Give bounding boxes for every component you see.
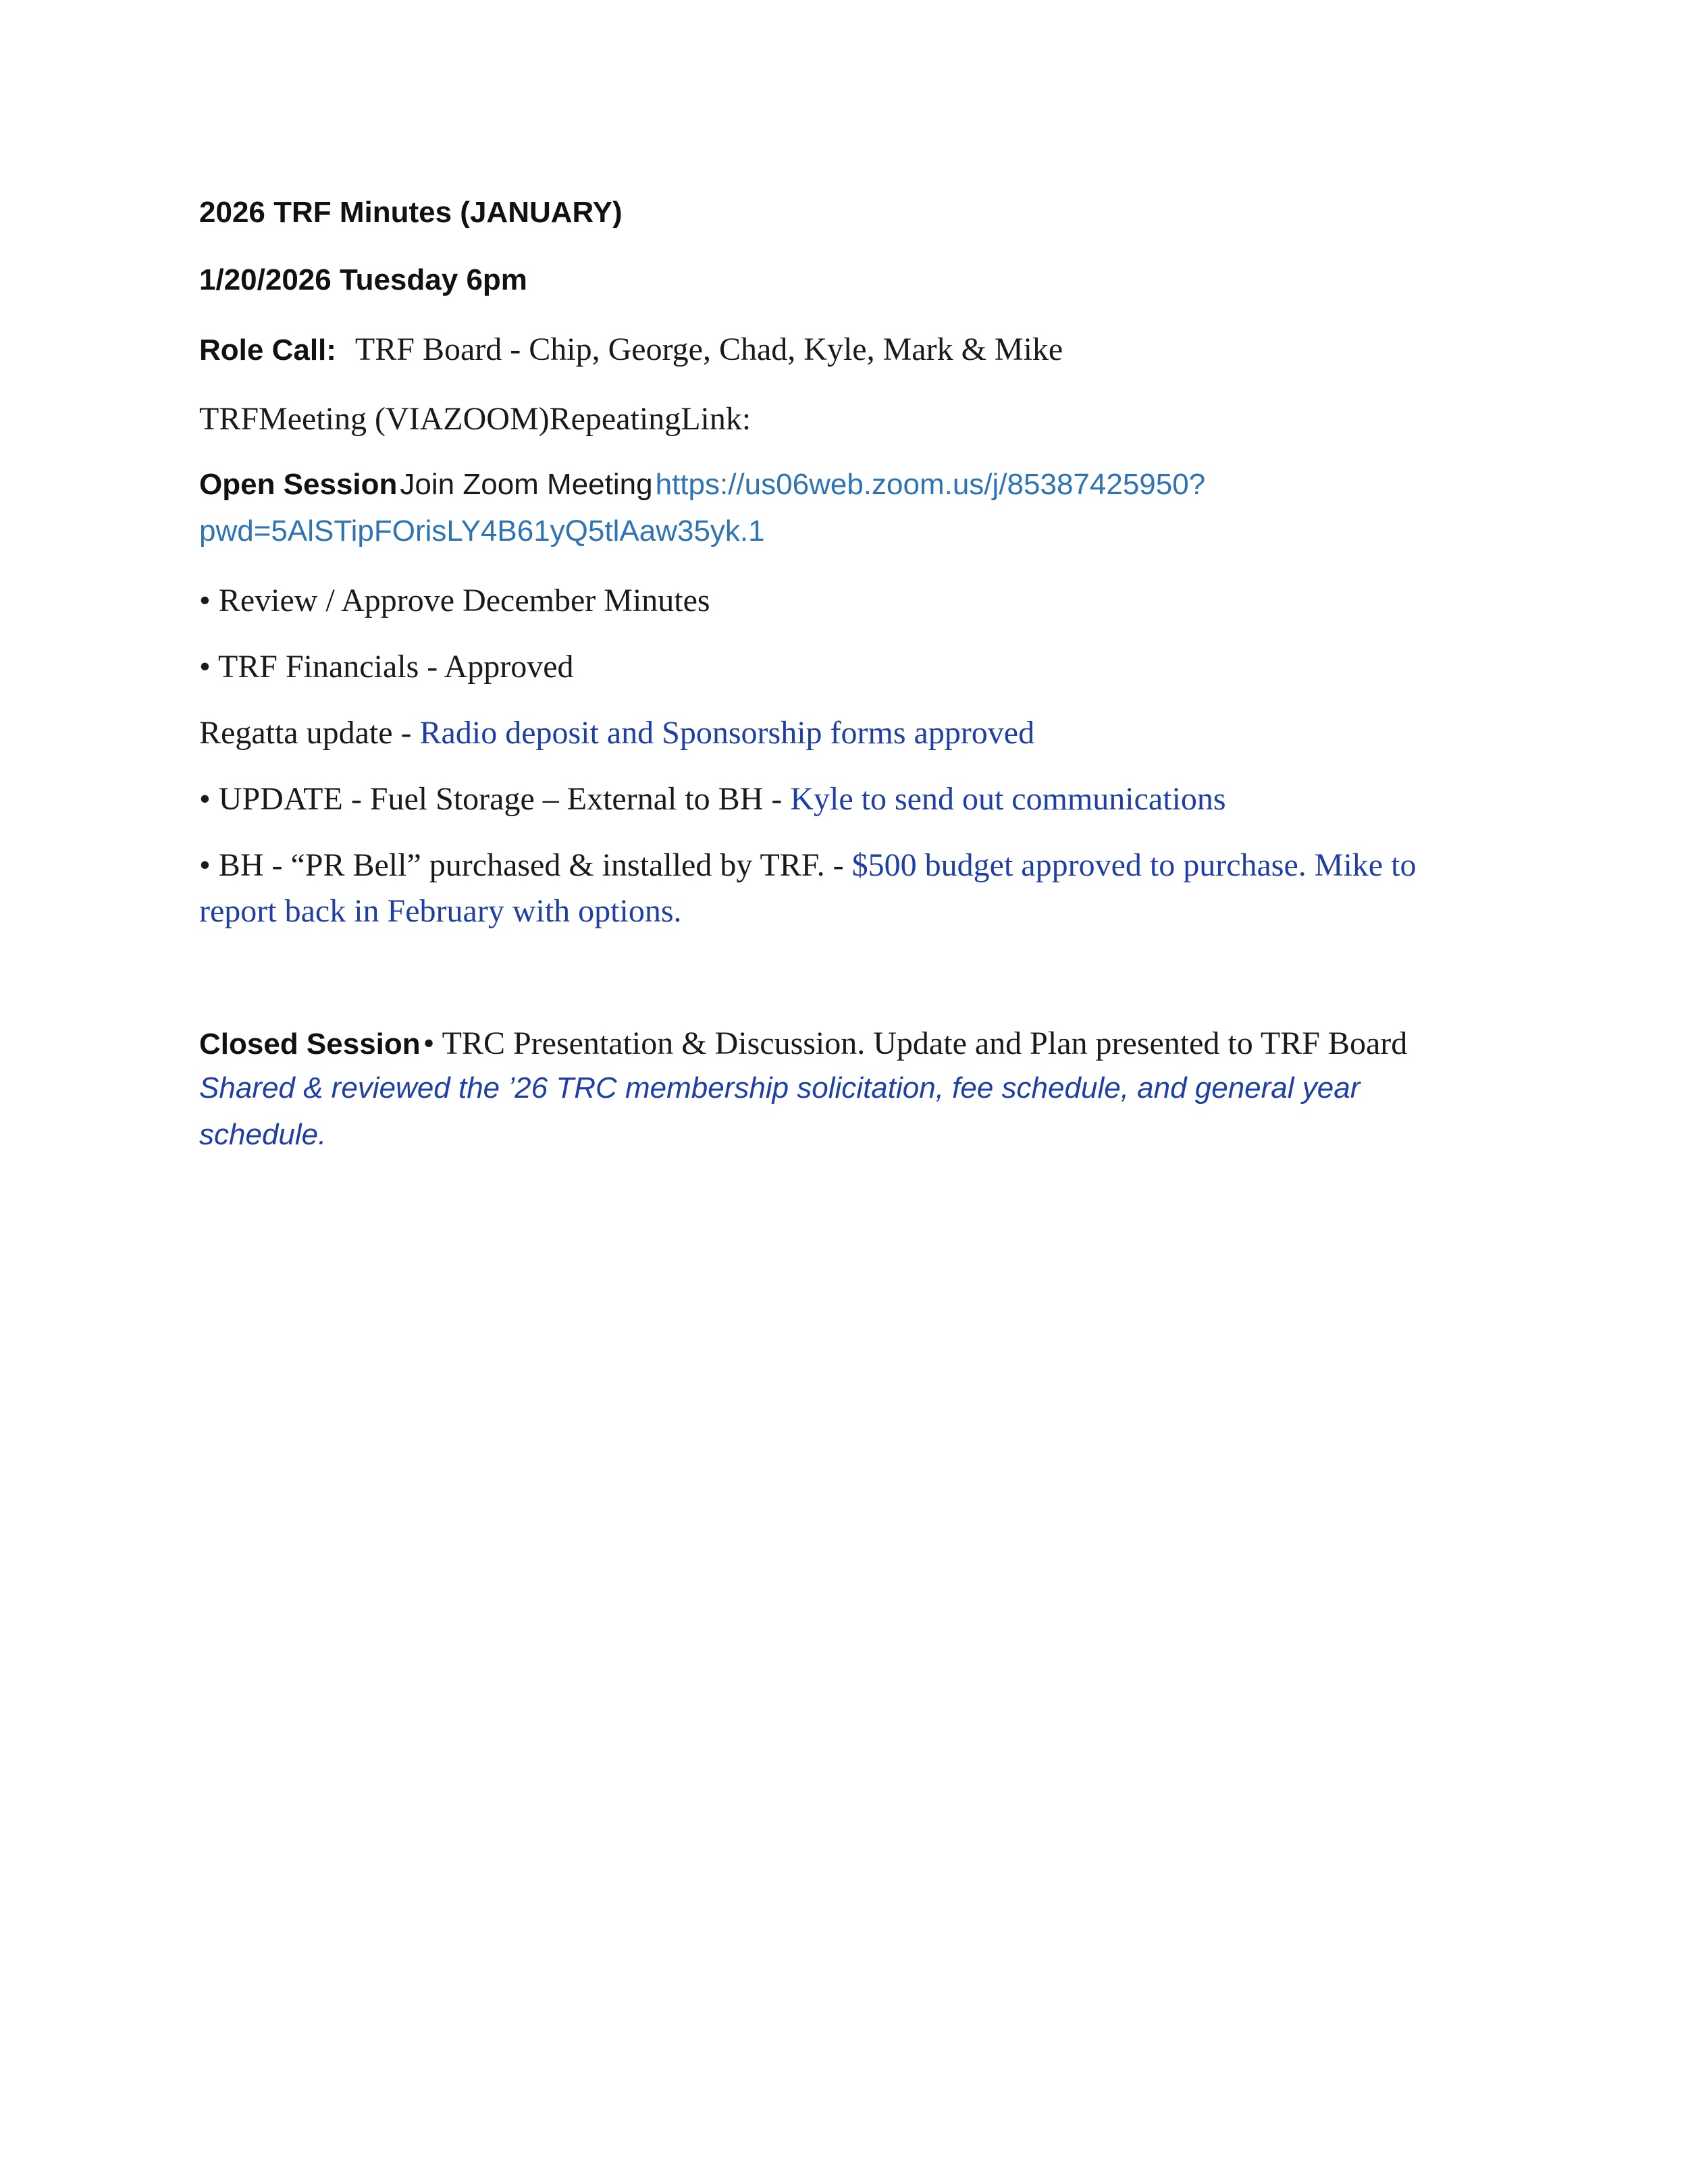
role-call-value: TRF Board - Chip, George, Chad, Kyle, Mark & Mike [354,331,1063,367]
closed-session-label: Closed Session [199,1028,421,1061]
agenda-item-text: • BH - “PR Bell” purchased & installed by TRF. - [199,847,852,883]
agenda-item-note: $500 budget approved to purchase. Mike to [851,847,1417,883]
agenda-item-text: • TRF Financials - Approved [199,649,574,685]
meeting-date: 1/20/2026 Tuesday 6pm [199,263,527,296]
agenda-item-text: Regatta update - [199,715,420,751]
agenda-item [199,582,710,619]
zoom-link[interactable]: https://us06web.zoom.us/j/85387425950? [655,468,1206,501]
closed-session-note: Shared & reviewed the ’26 TRC membership solicitation, fee schedule, and general year [199,1071,1361,1104]
zoom-link-part2[interactable]: pwd=5AlSTipFOrisLY4B61yQ5tlAaw35yk.1 [199,514,765,548]
closed-session-text: • TRC Presentation & Discussion. Update and Plan presented to TRF Board [423,1026,1408,1061]
agenda-item-note: Kyle to send out communications [790,781,1226,817]
agenda-item-note: Radio deposit and Sponsorship forms approved [419,715,1035,751]
document-title: 2026 TRF Minutes (JANUARY) [199,196,623,229]
agenda-item [199,780,1226,818]
meeting-link-label: TRFMeeting (VIAZOOM)RepeatingLink: [199,401,751,437]
agenda-item-text: • Review / Approve December Minutes [199,583,710,618]
join-zoom-text: Join Zoom Meeting [400,468,653,501]
zoom-link-continued [199,514,765,548]
closed-session [199,1025,1407,1062]
role-call-label: Role Call: [199,334,336,367]
agenda-item-text: • UPDATE - Fuel Storage – External to BH - [199,781,791,817]
closed-session-note-continued: schedule. [199,1118,327,1151]
agenda-item [199,714,1034,751]
role-call [199,331,1063,368]
open-session-label: Open Session [199,468,398,501]
agenda-item [199,648,574,685]
agenda-item-note-continued: report back in February with options. [199,893,682,929]
open-session [199,468,1205,502]
agenda-item [199,847,1416,884]
